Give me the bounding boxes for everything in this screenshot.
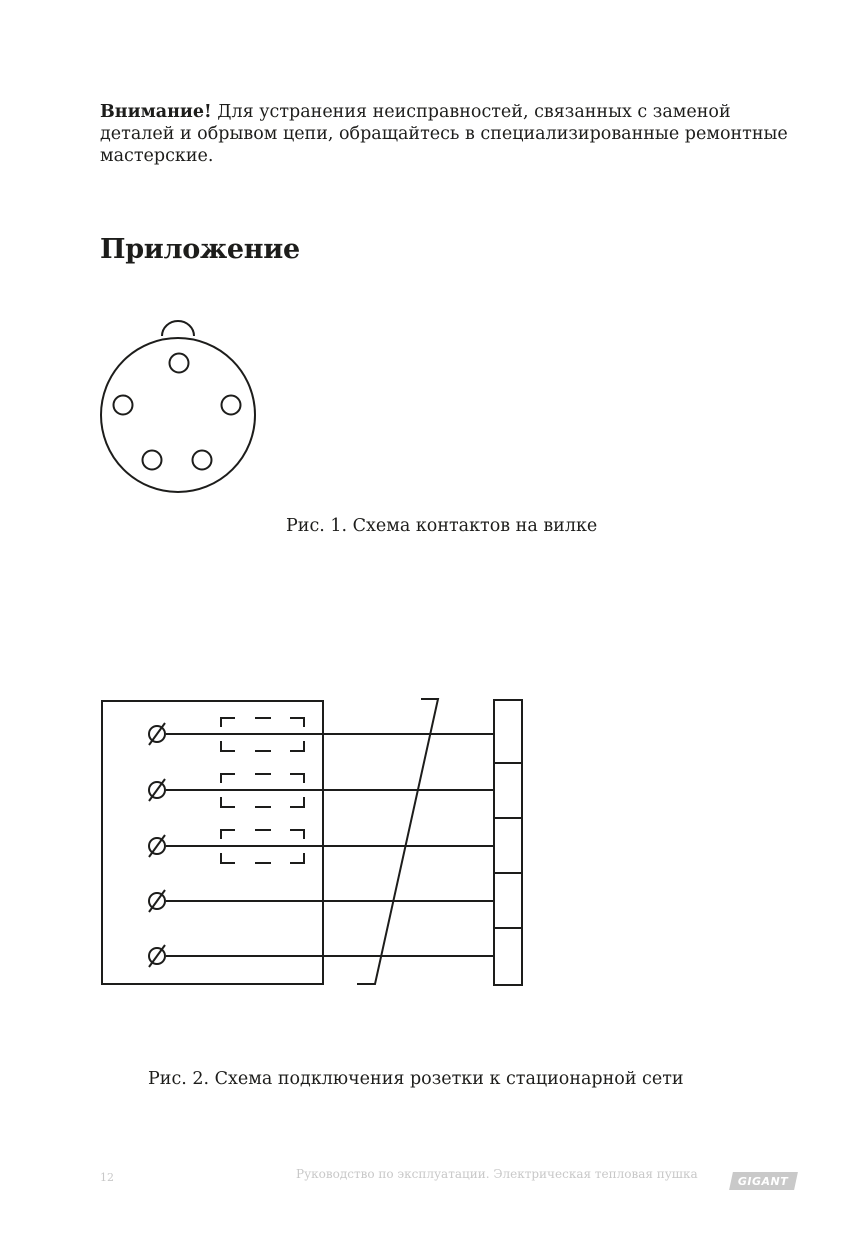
screw-terminal-2-icon — [149, 779, 165, 801]
warning-paragraph — [100, 101, 800, 167]
socket-box — [102, 701, 323, 984]
brand-logo-text: GIGANT — [738, 1174, 789, 1188]
footer-doc-title: Руководство по эксплуатации. Электрическая тепловая пушка — [296, 1167, 698, 1181]
plug-pin-left — [114, 396, 133, 415]
warning-text: Для устранения неисправностей, связанных с заменой деталей и обрывом цепи, обращайтесь в специализированные ремонтные мастерские. — [100, 102, 788, 166]
plug-pin-top — [170, 354, 189, 373]
figure-2-caption: Рис. 2. Схема подключения розетки к стационарной сети — [148, 1069, 684, 1089]
screw-terminal-3-icon — [149, 835, 165, 857]
brand-logo — [729, 1172, 798, 1190]
screw-terminal-1-icon — [149, 723, 165, 745]
section-heading: Приложение — [100, 234, 300, 265]
plug-pin-bottom-left — [143, 451, 162, 470]
screw-terminal-4-icon — [149, 890, 165, 912]
terminal-block — [494, 700, 522, 985]
plug-body — [101, 338, 255, 492]
plug-key-tab — [162, 321, 194, 336]
figure-1-caption: Рис. 1. Схема контактов на вилке — [286, 516, 598, 536]
dashed-contact-2 — [221, 774, 304, 807]
dashed-contact-3 — [221, 830, 304, 863]
dashed-contact-1 — [221, 718, 304, 751]
plug-pin-right — [222, 396, 241, 415]
warning-label: Внимание! — [100, 102, 212, 122]
plug-pin-bottom-right — [193, 451, 212, 470]
page-number: 12 — [100, 1171, 114, 1184]
cable-bundle-mark — [357, 699, 438, 984]
screw-terminal-5-icon — [149, 945, 165, 967]
